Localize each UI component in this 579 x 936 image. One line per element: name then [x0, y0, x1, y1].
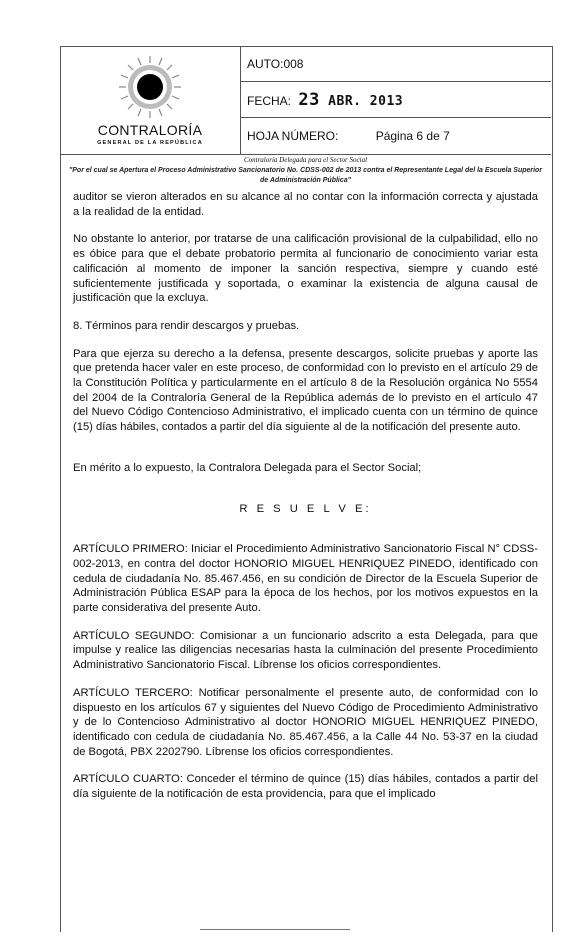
articulo-cuarto: ARTÍCULO CUARTO: Conceder el término de quince (15) días hábiles, contados a partir del día siguiente de la notificación de esta providencia, para que el implicado: [73, 773, 538, 801]
logo-cell: [60, 46, 241, 154]
fecha-month-year: ABR. 2013: [328, 94, 404, 109]
section-heading-terminos: 8. Términos para rendir descargos y pruebas.: [73, 319, 300, 332]
fecha-row: [241, 82, 551, 118]
paragraph-obstante: No obstante lo anterior, por tratarse de una calificación provisional de la culpabilidad, ello no es óbice para que el debate probatorio permita al funcionario de conocimiento variar esta calificación al momento de imponer la sanción respectiva, siempre y cuando esté suficientemente justificada y soportada, o examinar la existencia de alguna causal de justificación que la excluya.: [73, 233, 538, 305]
auto-number-row: [241, 46, 551, 82]
fecha-day: 23: [298, 90, 320, 110]
hoja-row: [241, 118, 551, 154]
logo-subtitle: GENERAL DE LA REPÚBLICA: [97, 140, 203, 146]
contraloria-logo-icon: [116, 54, 184, 120]
paragraph-merito: En mérito a lo expuesto, la Contralora Delegada para el Sector Social;: [73, 461, 422, 474]
hoja-label: HOJA NÚMERO:: [247, 129, 339, 143]
page-number: Página 6 de 7: [375, 129, 450, 143]
articulo-tercero: ARTÍCULO TERCERO: Notificar personalmente el presente auto, de conformidad con lo dispuesto en los artículos 67 y siguientes del Nuevo Código de Procedimiento Administrativo y de lo Contencioso Administrativo al doctor HONORIO MIGUEL HENRIQUEZ PINEDO, identificado con cedula de ciudadanía No. 85.467.456, a la Calle 44 No. 53-37 en la ciudad de Bogotá, PBX 2202790. Líbrense los oficios correspondientes.: [73, 686, 538, 758]
paragraph-auditor: auditor se vieron alterados en su alcance al no contar con la información correcta y ajustada a la realidad de la entidad.: [73, 191, 538, 218]
articulo-segundo: ARTÍCULO SEGUNDO: Comisionar a un funcionario adscrito a esta Delegada, para que impulse y realice las diligencias necesarias hasta la culminación del presente Procedimiento Administrativo Sancionatorio Fiscal. Líbrense los oficios correspondientes.: [73, 629, 538, 672]
resuelve-heading: R E S U E L V E:: [239, 502, 372, 515]
delegada-line: Contraloría Delegada para el Sector Social: [243, 156, 368, 164]
fecha-stamp: [298, 90, 404, 110]
fecha-label: FECHA:: [247, 94, 292, 108]
logo-name: CONTRALORÍA: [97, 122, 203, 138]
paragraph-defensa: Para que ejerza su derecho a la defensa, presente descargos, solicite pruebas y aporte las que pretenda hacer valer en este proceso, de conformidad con lo previsto en el artículo 29 de la Constitución Política y particularmente en el artículo 8 de la Resolución orgánica No 5554 del 2004 de la Contraloría General de la República además de lo previsto en el artículo 47 del Nuevo Código Contencioso Administrativo, el implicado cuenta con un término de quince (15) días hábiles, contados a partir del día siguiente al de la notificación del presente auto.: [73, 347, 538, 434]
document-header: [60, 46, 551, 155]
articulo-primero: ARTÍCULO PRIMERO: Iniciar el Procedimiento Administrativo Sancionatorio Fiscal N° CDSS-002-2013, en contra del doctor HONORIO MIGUEL HENRIQUEZ PINEDO, identificado con cedula de ciudadanía No. 85.467.456, en su condición de Director de la Escuela Superior de Administración Pública ESAP para la época de los hechos, por los motivos expuestos en la parte considerativa del presente Auto.: [73, 543, 538, 615]
auto-number: AUTO:008: [247, 57, 304, 71]
bottom-divider: [200, 929, 350, 930]
document-body: [73, 190, 538, 802]
reference-line: "Por el cual se Apertura el Proceso Administrativo Sancionatorio No. CDSS-002 de 2013 contra el Representante Legal del la Escuela Superior de Administración Pública": [68, 167, 543, 184]
